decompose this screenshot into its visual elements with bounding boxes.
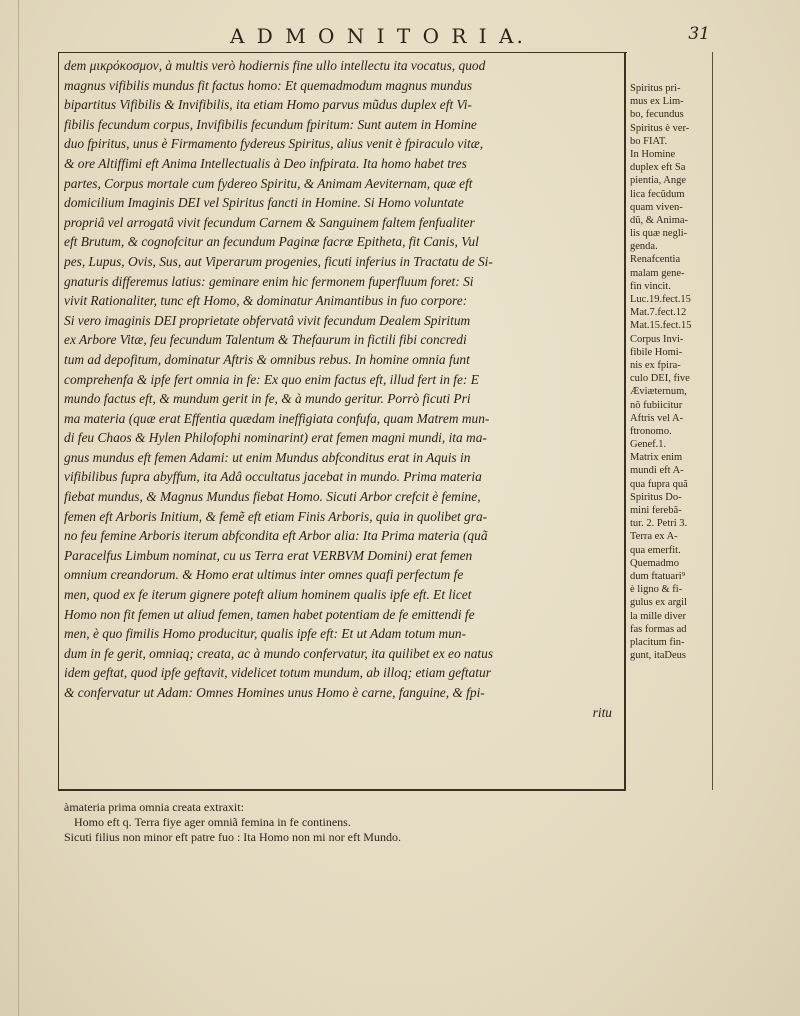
text-line: vivit Rationaliter, tunc eft Homo, & dominatur Animantibus in fuo corpore: — [64, 293, 468, 309]
margin-note-line: fas formas ad — [630, 623, 687, 635]
footnote-line: àmateria prima omnia creata extraxit: — [64, 800, 244, 814]
margin-note-line: Renafcentia — [630, 254, 681, 266]
text-frame-bottom-rule — [58, 789, 626, 791]
margin-note-line: pientia, Ange — [630, 175, 686, 187]
text-line: Homo non fit femen ut aliud femen, tamen habet potentiam de fe emittendi fe — [64, 606, 475, 622]
text-line: tum ad depofitum, dominatur Aftris & omnibus rebus. In homine omnia funt — [64, 351, 470, 367]
text-line: & confervatur ut Adam: Omnes Homines unus Homo è carne, fanguine, & fpi- — [64, 685, 485, 700]
text-frame-right-rule — [624, 52, 626, 790]
text-line: ritu — [592, 704, 612, 720]
margin-note-line: Quemadmo — [630, 557, 679, 569]
text-line: idem geftat, quod ipfe geftavit, videlicet totum mundum, ab illoq; etiam geftatur — [64, 665, 491, 681]
text-line: duo fpiritus, unus è Firmamento fydereus Spiritus, alius venit è fpiraculo vitæ, — [64, 136, 484, 152]
margin-notes — [630, 82, 710, 662]
text-line: dem μικρόκοσμον, à multis verò hodiernis fine ullo intellectu ita vocatus, quod — [64, 58, 486, 73]
text-line: & ore Altiffimi eft Anima Intellectualis à Deo infpirata. Ita homo habet tres — [64, 155, 467, 171]
margin-note-line: Matrix enim — [630, 452, 683, 464]
page-number: 31 — [688, 24, 710, 44]
margin-note-line: Æviæternum, — [630, 386, 687, 398]
margin-note-line: Genef.1. — [630, 439, 667, 451]
text-line: vifibilibus fupra abyffum, ita Adâ occultatus jacebat in mundo. Prima materia — [64, 469, 482, 485]
text-line: Paracelfus Limbum nominat, cu us Terra erat VERBVM Domini) erat femen — [64, 547, 473, 563]
margin-note-line: bo, fecundus — [630, 109, 684, 121]
text-line: men, quod ex fe iterum gignere poteft alium hominem qualis ipfe eft. Et licet — [64, 587, 472, 603]
margin-note-line: nõ fubiicitur — [630, 399, 683, 411]
margin-note-line: gunt, itaDeus — [630, 650, 686, 662]
margin-note-line: qua emerfit. — [630, 544, 681, 556]
page-edge-rule — [18, 0, 19, 1016]
text-line: pes, Lupus, Ovis, Sus, aut Viperarum progenies, ficuti inferius in Tractatu de Si- — [64, 253, 493, 269]
margin-note-line: malam gene- — [630, 267, 685, 279]
margin-note-line: ftronomo. — [630, 425, 672, 437]
text-line: dum in fe gerit, omniaq; creata, ac à mundo confervatur, ita quilibet ex eo natus — [64, 645, 494, 661]
margin-note-line: Spiritus pri- — [630, 83, 681, 94]
margin-note-line: quam viven- — [630, 201, 683, 213]
text-line: eft Brutum, & cognofcitur an fecundum Paginæ facræ Epitheta, fit Canis, Vul — [64, 234, 479, 250]
text-line: comprehenfa & ipfe fert omnia in fe: Ex quo enim factus eft, illud fert in fe: E — [64, 371, 479, 387]
margin-note-line: culo DEI, five — [630, 373, 690, 385]
text-line: omnium creandorum. & Homo erat ultimus inter omnes quafi perfectum fe — [64, 567, 464, 583]
margin-note-line: gulus ex argil — [630, 597, 687, 609]
main-text-block — [64, 56, 622, 722]
margin-note-line: mus ex Lim- — [630, 96, 684, 108]
margin-note-line: Spiritus Do- — [630, 491, 682, 503]
margin-note-line: dum ftatuari⁹ — [630, 570, 686, 582]
margin-note-line: tur. 2. Petri 3. — [630, 518, 688, 530]
text-line: gnaturis differemus latius: geminare enim hic fermonem fuperfluum foret: Si — [64, 273, 474, 289]
text-line: femen eft Arboris Initium, & femẽ eft etiam Finis Arboris, quia in quolibet gra- — [64, 508, 488, 524]
margin-note-line: Terra ex A- — [630, 531, 678, 543]
margin-rule — [712, 52, 713, 790]
margin-note-line: genda. — [630, 241, 658, 253]
text-line: magnus vifibilis mundus fit factus homo: Et quemadmodum magnus mundus — [64, 77, 473, 93]
text-line: men, è quo fimilis Homo producitur, qualis ipfe eft: Et ut Adam totum mun- — [64, 626, 467, 642]
margin-note-line: è ligno & fi- — [630, 584, 683, 596]
text-line: bipartitus Vifibilis & Invifibilis, ita etiam Homo parvus mũdus duplex eft Vi- — [64, 97, 472, 113]
margin-note-line: Spiritus è ver- — [630, 122, 690, 134]
margin-note-line: Aftris vel A- — [630, 412, 684, 424]
margin-note-line: Mat.7.fect.12 — [630, 307, 687, 319]
margin-note-line: mundi eft A- — [630, 465, 684, 477]
text-line: no feu femine Arboris iterum abfcondita eft Arbor alia: Ita Prima materia (quã — [64, 528, 488, 544]
text-line: gnus mundus eft femen Adami: ut enim Mundus abfconditus erat in Aquis in — [64, 449, 471, 465]
text-line: domicilium Imaginis DEI vel Spiritus fancti in Homine. Si Homo voluntate — [64, 195, 464, 211]
text-line: ma materia (quæ erat Effentia quædam ineffigiata confufa, quam Matrem mun- — [64, 410, 490, 426]
margin-note-line: la mille diver — [630, 610, 686, 622]
margin-note-line: lica fecũdum — [630, 188, 685, 200]
text-line: fibilis fecundum corpus, Invifibilis fecundum fpiritum: Sunt autem in Homine — [64, 116, 477, 132]
margin-note-line: fibile Homi- — [630, 346, 683, 358]
margin-note-line: bo FIAT. — [630, 135, 668, 147]
footnotes — [64, 800, 664, 845]
margin-note-line: In Homine — [630, 148, 676, 160]
margin-note-line: placitum fin- — [630, 636, 685, 648]
margin-note-line: nis ex fpira- — [630, 359, 681, 371]
margin-note-line: lis quæ negli- — [630, 228, 688, 240]
text-line: mundo factus eft, & mundum gerit in fe, & à mundo geritur. Porrò ficuti Pri — [64, 391, 471, 407]
margin-note-line: Luc.19.fect.15 — [630, 294, 691, 305]
margin-note-line: qua fupra quã — [630, 478, 688, 490]
footnote-line: Sicuti filius non minor eft patre fuo : Ita Homo non mi nor eft Mundo. — [64, 830, 401, 844]
margin-note-line: dũ, & Anima- — [630, 214, 689, 226]
margin-note-line: duplex eft Sa — [630, 162, 686, 174]
text-line: partes, Corpus mortale cum fydereo Spiritu, & Animam Aeviternam, quæ eft — [64, 175, 473, 191]
margin-note-line: Corpus Invi- — [630, 333, 684, 345]
text-line: propriâ vel arrogatâ vivit fecundum Carnem & Sanguinem faltem fenfualiter — [64, 214, 475, 230]
text-line: ex Arbore Vitæ, feu fecundum Talentum & Thefaurum in fictili fibi concredi — [64, 332, 467, 348]
margin-note-line: Mat.15.fect.15 — [630, 320, 692, 332]
running-title: A D M O N I T O R I A. — [230, 24, 526, 48]
footnote-line: Homo eft q. Terra fiye ager omniã femina in fe continens. — [74, 815, 351, 829]
text-line: Si vero imaginis DEI proprietate obfervatâ vivit fecundum Dealem Spiritum — [64, 312, 471, 328]
margin-note-line: mini ferebã- — [630, 505, 682, 516]
margin-note-line: fin vincit. — [630, 280, 671, 292]
text-line: fiebat mundus, & Magnus Mundus fiebat Homo. Sicuti Arbor crefcit è femine, — [64, 489, 481, 505]
text-line: di feu Chaos & Hylen Philofophi nominarint) erat femen magni mundi, ita ma- — [64, 430, 487, 446]
running-header — [60, 22, 710, 52]
